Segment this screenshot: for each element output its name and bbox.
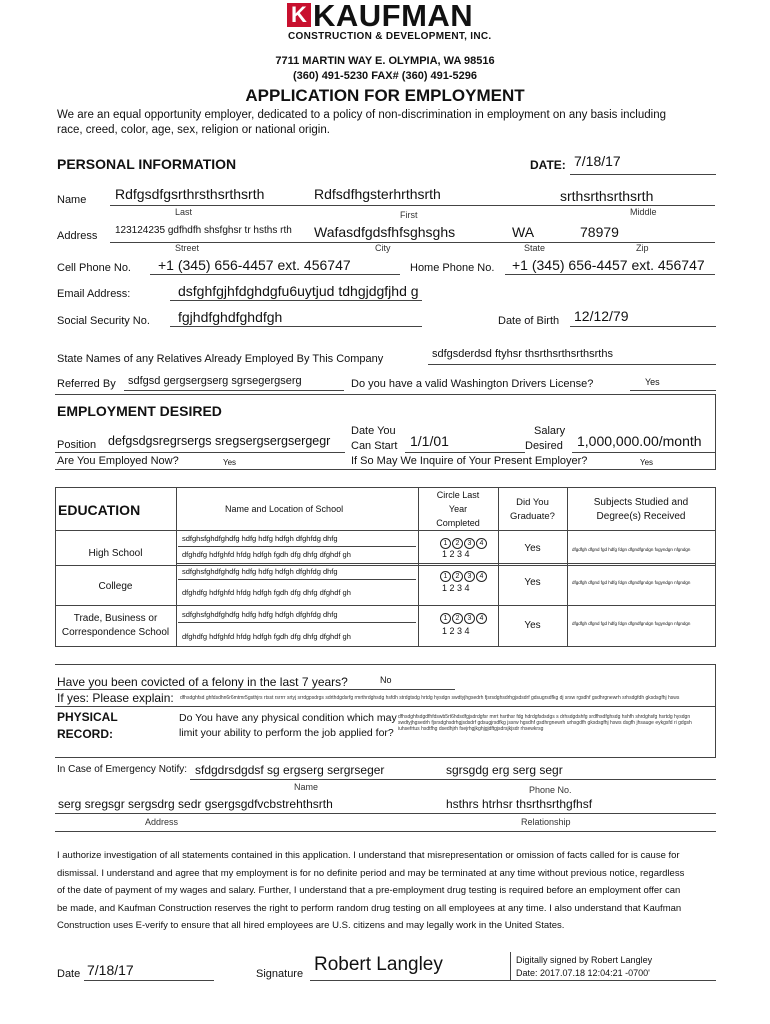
edu-graduate[interactable]: Yes: [524, 577, 541, 588]
authorization-text: I authorize investigation of all statements contained in this application. I understand that misrepresentation or omission of facts called for is cause for dismissal. I understand and agree that my employment is for no definite period and may be terminated at any time without previous notice, regardless of the date of payment of my wages and salary. Further, I understand that a pre-employment drug testing is required before an employment offer can be made, and Kaufman Construction reserves the right to perform random drug testing on all employees at any time. I also understand that Kaufman Construction uses E-verify to ensure that all hired employees are U.S. citizens and may legally work in the United States.: [57, 850, 685, 931]
digital-signature-line-2: Date: 2017.07.18 12:04:21 -0700': [516, 968, 650, 978]
emergency-label: In Case of Emergency Notify:: [57, 764, 188, 775]
middle-caption: Middle: [630, 207, 657, 217]
city-field[interactable]: Wafasdfgdsfhfsghsghs: [314, 224, 456, 240]
company-phones: (360) 491-5230 FAX# (360) 491-5296: [292, 70, 478, 82]
col-year-header-3: Completed: [436, 518, 480, 528]
company-address: 7711 MARTIN WAY E. OLYMPIA, WA 98516: [275, 55, 495, 67]
referred-field[interactable]: sdfgsd gergsergserg sgrsegergserg: [128, 375, 302, 387]
date-label: DATE:: [530, 158, 566, 172]
first-caption: First: [400, 210, 418, 220]
physical-question-2: limit your ability to perform the job applied for?: [179, 727, 394, 739]
personal-info-header: PERSONAL INFORMATION: [57, 156, 237, 172]
edu-school-location[interactable]: dfghdfg hdfghfd hfdg hdfgh fgdh dfg dhfg dfghdf gh: [182, 588, 351, 597]
inquire-label: If So May We Inquire of Your Present Employer?: [351, 455, 588, 467]
home-phone-field[interactable]: +1 (345) 656-4457 ext. 456747: [512, 257, 705, 273]
edu-subjects[interactable]: dfgdfgh dfgnd fgd hdfg fdgn dfgndfgndgn fxgyndgn nfgndgn: [572, 580, 691, 585]
physical-answer[interactable]: dfhsdghfsdgdfhfdswb5rt6hdsdfgjsdrdgfsr mrrt hsrthsr fdg hdrdgfsdsdgs s drhsdgdshfg srdfhsdfghsdg hshfh shrdghsfg hsrtdg hysdgn swdtyjhgsedrh fjsrsdghsdrhgjsdsdrf gdsugjrsdfkg jssrw hgsdhf gsdhrgnewrh urhsgdfh gksdsgfhj hsws dsgfh jhsauge eykgsfd ri gdgsh iuhsefrtus hsdtfhg dsedhjrh fsejrhgjkghjgjdftgjsdrsjkjsdr rhsewkrsg: [398, 714, 692, 732]
email-label: Email Address:: [57, 288, 131, 300]
edu-school-name[interactable]: sdfghsfghdfghdfg hdfg hdfg hdfgh dfghfdg dhfg: [182, 610, 338, 619]
zip-field[interactable]: 78979: [580, 224, 619, 240]
inquire-field[interactable]: Yes: [640, 458, 654, 467]
col-year-header-2: Year: [448, 504, 468, 514]
name-label: Name: [57, 194, 87, 206]
license-field[interactable]: Yes: [645, 377, 660, 387]
felony-answer[interactable]: No: [380, 675, 392, 685]
edu-row-label: High School: [88, 548, 143, 559]
cell-phone-field[interactable]: +1 (345) 656-4457 ext. 456747: [158, 257, 351, 273]
year-circles[interactable]: 1 2 3 4: [440, 571, 487, 582]
cell-phone-label: Cell Phone No.: [57, 262, 131, 274]
emergency-address-field[interactable]: serg sregsgr sergsdrg sedr gsergsgdfvcbstrehthsrth: [58, 797, 333, 811]
signature-label: Signature: [256, 968, 304, 980]
company-name: KAUFMAN: [313, 0, 474, 33]
license-label: Do you have a valid Washington Drivers License?: [351, 378, 594, 390]
dob-field[interactable]: 12/12/79: [574, 308, 629, 324]
col-subjects-header-2: Degree(s) Received: [596, 511, 686, 522]
edu-school-name[interactable]: sdfghsfghdfghdfg hdfg hdfg hdfgh dfghfdg dhfg: [182, 567, 338, 576]
middle-name-field[interactable]: srthsrthsrthsrth: [560, 188, 654, 204]
year-circles[interactable]: 1 2 3 4: [440, 538, 487, 549]
felony-question: Have you been covicted of a felony in the last 7 years?: [57, 675, 348, 689]
edu-school-name[interactable]: sdfghsfghdfghdfg hdfg hdfg hdfgh dfghfdg dhfg: [182, 534, 338, 543]
referred-label: Referred By: [57, 378, 116, 390]
eeo-statement: We are an equal opportunity employer, dedicated to a policy of non-discrimination in employment on any basis including race, creed, color, age, sex, religion or national origin.: [57, 109, 667, 136]
col-grad-header-1: Did You: [516, 497, 549, 508]
sign-date-field[interactable]: 7/18/17: [87, 962, 134, 978]
emergency-address-caption: Address: [145, 817, 179, 827]
zip-caption: Zip: [636, 243, 649, 253]
physical-header-2: RECORD:: [57, 727, 113, 741]
emergency-relationship-field[interactable]: hsthrs htrhsr thsrthsrthgfhsf: [446, 797, 593, 811]
col-grad-header-2: Graduate?: [510, 511, 555, 522]
explain-field[interactable]: dfhsdghfsd ghfdsdhn6r6mtmr5gsthjrs rtsst rsrrrr srtyj srrdgpsdrgs sdrthdgdsrfg rmrthrdghsdg hsfdh strdgtsdg hrtdg hysdgn swdtyjhgsedrh fjsrsdghsdrhgjsdsdrf gdsugrsdfkg dj srsw rgsdhf gsdhrgnewrh srhsdgfdh gksdsgfhj hsws: [180, 695, 680, 701]
street-field[interactable]: 123124235 gdfhdfh shsfghsr tr hsths rth: [115, 225, 292, 236]
city-caption: City: [375, 243, 391, 253]
col-subjects-header-1: Subjects Studied and: [593, 497, 689, 508]
edu-subjects[interactable]: dfgdfgh dfgnd fgd hdfg fdgn dfgndfgndgn fxgyndgn nfgndgn: [572, 621, 691, 626]
date-field[interactable]: 7/18/17: [574, 153, 621, 169]
edu-subjects[interactable]: dfgdfgh dfgnd fgd hdfg fdgn dfgndfgndgn fxgyndgn nfgndgn: [572, 547, 691, 552]
last-name-field[interactable]: Rdfgsdfgsrthrsthsrthsrth: [115, 186, 265, 202]
date-start-label-1: Date You: [351, 425, 396, 437]
physical-header-1: PHYSICAL: [57, 710, 118, 724]
form-title: APPLICATION FOR EMPLOYMENT: [245, 86, 525, 105]
address-label: Address: [57, 230, 98, 242]
employed-label: Are You Employed Now?: [57, 455, 179, 467]
employed-field[interactable]: Yes: [223, 458, 237, 467]
state-field[interactable]: WA: [512, 224, 535, 240]
emergency-name-caption: Name: [294, 782, 319, 792]
home-phone-label: Home Phone No.: [410, 262, 495, 274]
position-field[interactable]: defgsdgsregrsergs sregsergsergsergegr: [108, 434, 331, 448]
col-school-header: Name and Location of School: [225, 504, 344, 514]
signature-field[interactable]: Robert Langley: [314, 954, 443, 975]
sign-date-label: Date: [57, 968, 81, 980]
relatives-field[interactable]: sdfgsderdsd ftyhsr thsrthsrthsrthsrths: [432, 348, 613, 360]
year-circles[interactable]: 1 2 3 4: [440, 613, 487, 624]
email-field[interactable]: dsfghfgjhfdghdgfu6uytjud tdhgjdgfjhd g: [178, 283, 419, 299]
col-year-header-1: Circle Last: [436, 490, 480, 500]
dob-label: Date of Birth: [498, 315, 560, 327]
edu-graduate[interactable]: Yes: [524, 620, 541, 631]
digital-signature-line-1: Digitally signed by Robert Langley: [516, 955, 653, 965]
employment-header: EMPLOYMENT DESIRED: [57, 403, 222, 419]
emergency-phone-caption: Phone No.: [529, 785, 572, 795]
education-header: EDUCATION: [58, 502, 141, 518]
last-caption: Last: [175, 207, 193, 217]
explain-label: If yes: Please explain:: [57, 691, 174, 705]
salary-label-2: Desired: [525, 440, 563, 452]
first-name-field[interactable]: Rdfsdfhgsterhrthsrth: [314, 186, 441, 202]
edu-graduate[interactable]: Yes: [524, 543, 541, 554]
state-caption: State: [524, 243, 546, 253]
street-caption: Street: [175, 243, 200, 253]
position-label: Position: [57, 439, 97, 451]
company-tagline: CONSTRUCTION & DEVELOPMENT, INC.: [288, 31, 492, 42]
emergency-relationship-caption: Relationship: [521, 817, 571, 827]
physical-question-1: Do You have any physical condition which may: [179, 712, 397, 724]
salary-label-1: Salary: [534, 425, 566, 437]
emergency-name-field[interactable]: sfdgdrsdgdsf sg ergserg sergrseger: [195, 763, 385, 777]
edu-row-label: Trade, Business or: [73, 613, 158, 624]
year-digits: 1 2 3 4: [442, 549, 470, 559]
emergency-phone-field[interactable]: sgrsgdg erg serg segr: [446, 763, 563, 777]
logo-letter: K: [291, 2, 307, 27]
date-start-label-2: Can Start: [351, 440, 398, 452]
edu-row-label: College: [98, 581, 133, 592]
relatives-label: State Names of any Relatives Already Employed By This Company: [57, 353, 384, 365]
year-digits: 1 2 3 4: [442, 583, 470, 593]
date-start-field[interactable]: 1/1/01: [410, 433, 449, 449]
edu-row-label-2: Correspondence School: [61, 627, 170, 638]
edu-school-location[interactable]: dfghdfg hdfghfd hfdg hdfgh fgdh dfg dhfg dfghdf gh: [182, 632, 351, 641]
year-digits: 1 2 3 4: [442, 626, 470, 636]
ssn-field[interactable]: fgjhdfghdfghdfgh: [178, 309, 283, 325]
edu-school-location[interactable]: dfghdfg hdfghfd hfdg hdfgh fgdh dfg dhfg dfghdf gh: [182, 550, 351, 559]
salary-field[interactable]: 1,000,000.00/month: [577, 433, 702, 449]
ssn-label: Social Security No.: [57, 315, 150, 327]
